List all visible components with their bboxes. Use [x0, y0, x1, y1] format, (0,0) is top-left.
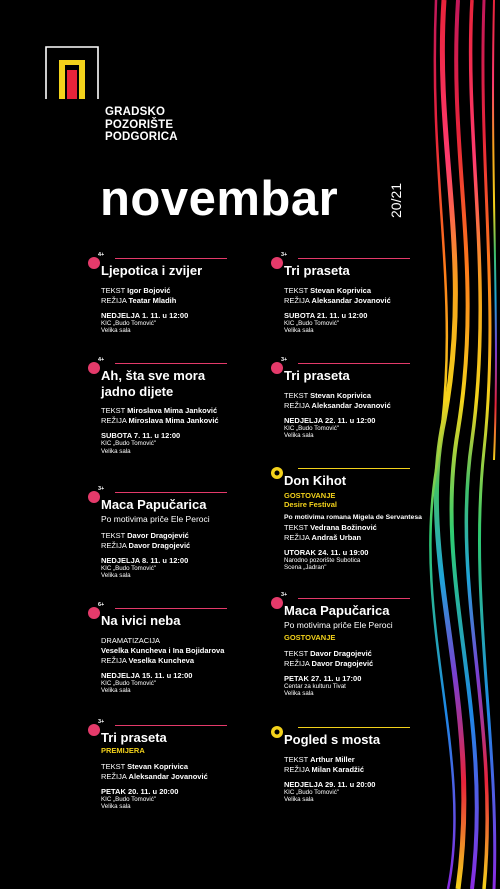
credit-text: TEKST Igor Bojović	[101, 285, 171, 295]
venue-hall: Scena „Jadran"	[284, 564, 327, 571]
age-badge	[270, 596, 284, 610]
venue: Centar za kulturu Tivat	[284, 682, 346, 690]
event-title: Ah, šta sve mora jadno dijete	[101, 368, 206, 399]
event-date: NEDJELJA 1. 11. u 12:00	[101, 310, 189, 320]
season-label	[386, 178, 406, 220]
event-card[interactable]	[98, 486, 261, 580]
credit-direction: REŽIJA Teatar Mladih	[101, 295, 177, 305]
divider	[115, 258, 227, 259]
credit-text: TEKST Vedrana Božinović	[284, 522, 377, 532]
divider	[115, 725, 227, 726]
event-card[interactable]	[281, 252, 444, 335]
divider	[298, 258, 410, 259]
event-date: PETAK 27. 11. u 17:00	[284, 673, 362, 683]
event-date: SUBOTA 21. 11. u 12:00	[284, 310, 368, 320]
credit-text: TEKST Arthur Miller	[284, 754, 355, 764]
age-label: 3+	[281, 357, 288, 363]
age-label: 4+	[98, 357, 105, 363]
age-label: 6+	[98, 602, 105, 608]
theatre-logo	[45, 46, 99, 100]
age-badge	[87, 606, 101, 620]
event-date: UTORAK 24. 11. u 19:00	[284, 547, 369, 557]
divider	[115, 608, 227, 609]
event-card[interactable]	[98, 719, 261, 811]
guest-tag: GOSTOVANJE	[284, 490, 336, 500]
premiere-tag: PREMIJERA	[101, 745, 145, 755]
venue: KIC „Budo Tomović"	[101, 319, 157, 327]
age-badge	[87, 256, 101, 270]
event-title: Don Kihot	[284, 473, 347, 488]
venue: Narodno pozorište Subotica	[284, 556, 361, 564]
credit-direction: REŽIJA Miroslava Mima Janković	[101, 416, 219, 425]
theatre-name-line: POZORIŠTE	[105, 118, 174, 131]
venue-hall: Velika sala	[101, 687, 131, 694]
event-date: NEDJELJA 29. 11. u 20:00	[284, 779, 376, 789]
credit-direction: REŽIJA Aleksandar Jovanović	[284, 295, 391, 305]
age-label: 3+	[98, 486, 105, 492]
divider	[115, 363, 227, 364]
credit-text: TEKST Stevan Koprivica	[284, 285, 371, 295]
divider	[115, 492, 227, 493]
venue-hall: Velika sala	[101, 447, 131, 455]
credit-direction: REŽIJA Davor Dragojević	[284, 658, 374, 668]
festival-tag: Desire Festival	[284, 499, 337, 509]
event-card[interactable]	[284, 473, 444, 572]
venue: KIC „Budo Tomović"	[101, 795, 157, 803]
venue-hall: Velika sala	[284, 432, 314, 439]
event-card[interactable]	[281, 357, 444, 440]
venue: KIC „Budo Tomović"	[284, 319, 340, 327]
age-badge	[87, 723, 101, 737]
credit-direction: REŽIJA Andraš Urban	[284, 532, 362, 542]
svg-text:20/21: 20/21	[388, 182, 404, 218]
event-card[interactable]	[98, 252, 261, 335]
venue-hall: Velika sala	[284, 690, 314, 697]
event-card[interactable]	[98, 357, 261, 455]
credit-text: TEKST Davor Dragojević	[284, 648, 372, 658]
event-subtitle: Po motivima priče Ele Peroci	[284, 619, 393, 630]
age-badge	[87, 490, 101, 504]
theatre-name-line: PODGORICA	[105, 131, 178, 143]
venue-hall: Velika sala	[284, 796, 314, 803]
guest-tag: GOSTOVANJE	[284, 632, 336, 642]
guest-badge-icon	[270, 725, 284, 739]
credit-text: TEKST Miroslava Mima Janković	[101, 406, 218, 415]
age-label: 3+	[281, 252, 288, 258]
credit-text: TEKST Stevan Koprivica	[284, 390, 371, 400]
theatre-name	[105, 106, 178, 144]
venue-hall: Velika sala	[101, 572, 131, 579]
venue: KIC „Budo Tomović"	[101, 564, 157, 572]
credit-authors: Veselka Kuncheva i Ina Bojidarova	[101, 645, 225, 655]
event-title: Pogled s mosta	[284, 732, 381, 747]
age-label: 4+	[98, 252, 105, 258]
event-date: PETAK 20. 11. u 20:00	[101, 786, 179, 796]
divider	[298, 727, 410, 728]
credit-direction: REŽIJA Davor Dragojević	[101, 540, 191, 550]
venue-hall: Velika sala	[101, 327, 131, 334]
event-date: NEDJELJA 8. 11. u 12:00	[101, 555, 189, 565]
event-title: Ljepotica i zvijer	[101, 263, 203, 278]
credit-text: TEKST Davor Dragojević	[101, 530, 189, 540]
credit-dramatization: DRAMATIZACIJA	[101, 635, 161, 645]
credit-text: TEKST Stevan Koprivica	[101, 761, 188, 771]
divider	[298, 468, 410, 469]
divider	[298, 598, 410, 599]
venue: KIC „Budo Tomović"	[101, 440, 157, 447]
event-title: Tri praseta	[101, 730, 167, 745]
event-card[interactable]	[284, 732, 444, 804]
age-label: 3+	[98, 719, 105, 725]
credit-direction: REŽIJA Aleksandar Jovanović	[284, 400, 391, 410]
event-title: Maca Papučarica	[101, 497, 207, 512]
credit-direction: REŽIJA Milan Karadžić	[284, 764, 365, 774]
age-label: 3+	[281, 592, 288, 598]
event-card[interactable]	[98, 602, 261, 695]
event-title: Maca Papučarica	[284, 603, 390, 618]
venue: KIC „Budo Tomović"	[284, 788, 340, 796]
venue-hall: Velika sala	[284, 327, 314, 334]
month-title: novembar	[100, 172, 339, 226]
venue: KIC „Budo Tomović"	[284, 424, 340, 432]
event-note: Po motivima romana Migela de Servantesa	[284, 513, 422, 521]
credit-direction: REŽIJA Veselka Kuncheva	[101, 655, 194, 665]
event-date: SUBOTA 7. 11. u 12:00	[101, 431, 181, 440]
age-badge	[270, 361, 284, 375]
venue: KIC „Budo Tomović"	[101, 679, 157, 687]
event-title: Na ivici neba	[101, 613, 181, 628]
age-badge	[270, 256, 284, 270]
event-title: Tri praseta	[284, 263, 350, 278]
event-date: NEDJELJA 22. 11. u 12:00	[284, 415, 376, 425]
event-title: Tri praseta	[284, 368, 350, 383]
theatre-name-line: GRADSKO	[105, 106, 166, 118]
age-badge	[87, 361, 101, 375]
divider	[298, 363, 410, 364]
venue-hall: Velika sala	[101, 803, 131, 810]
guest-badge-icon	[270, 466, 284, 480]
event-subtitle: Po motivima priče Ele Peroci	[101, 513, 210, 524]
event-card[interactable]	[281, 592, 444, 698]
credit-direction: REŽIJA Aleksandar Jovanović	[101, 771, 208, 781]
event-date: NEDJELJA 15. 11. u 12:00	[101, 670, 193, 680]
